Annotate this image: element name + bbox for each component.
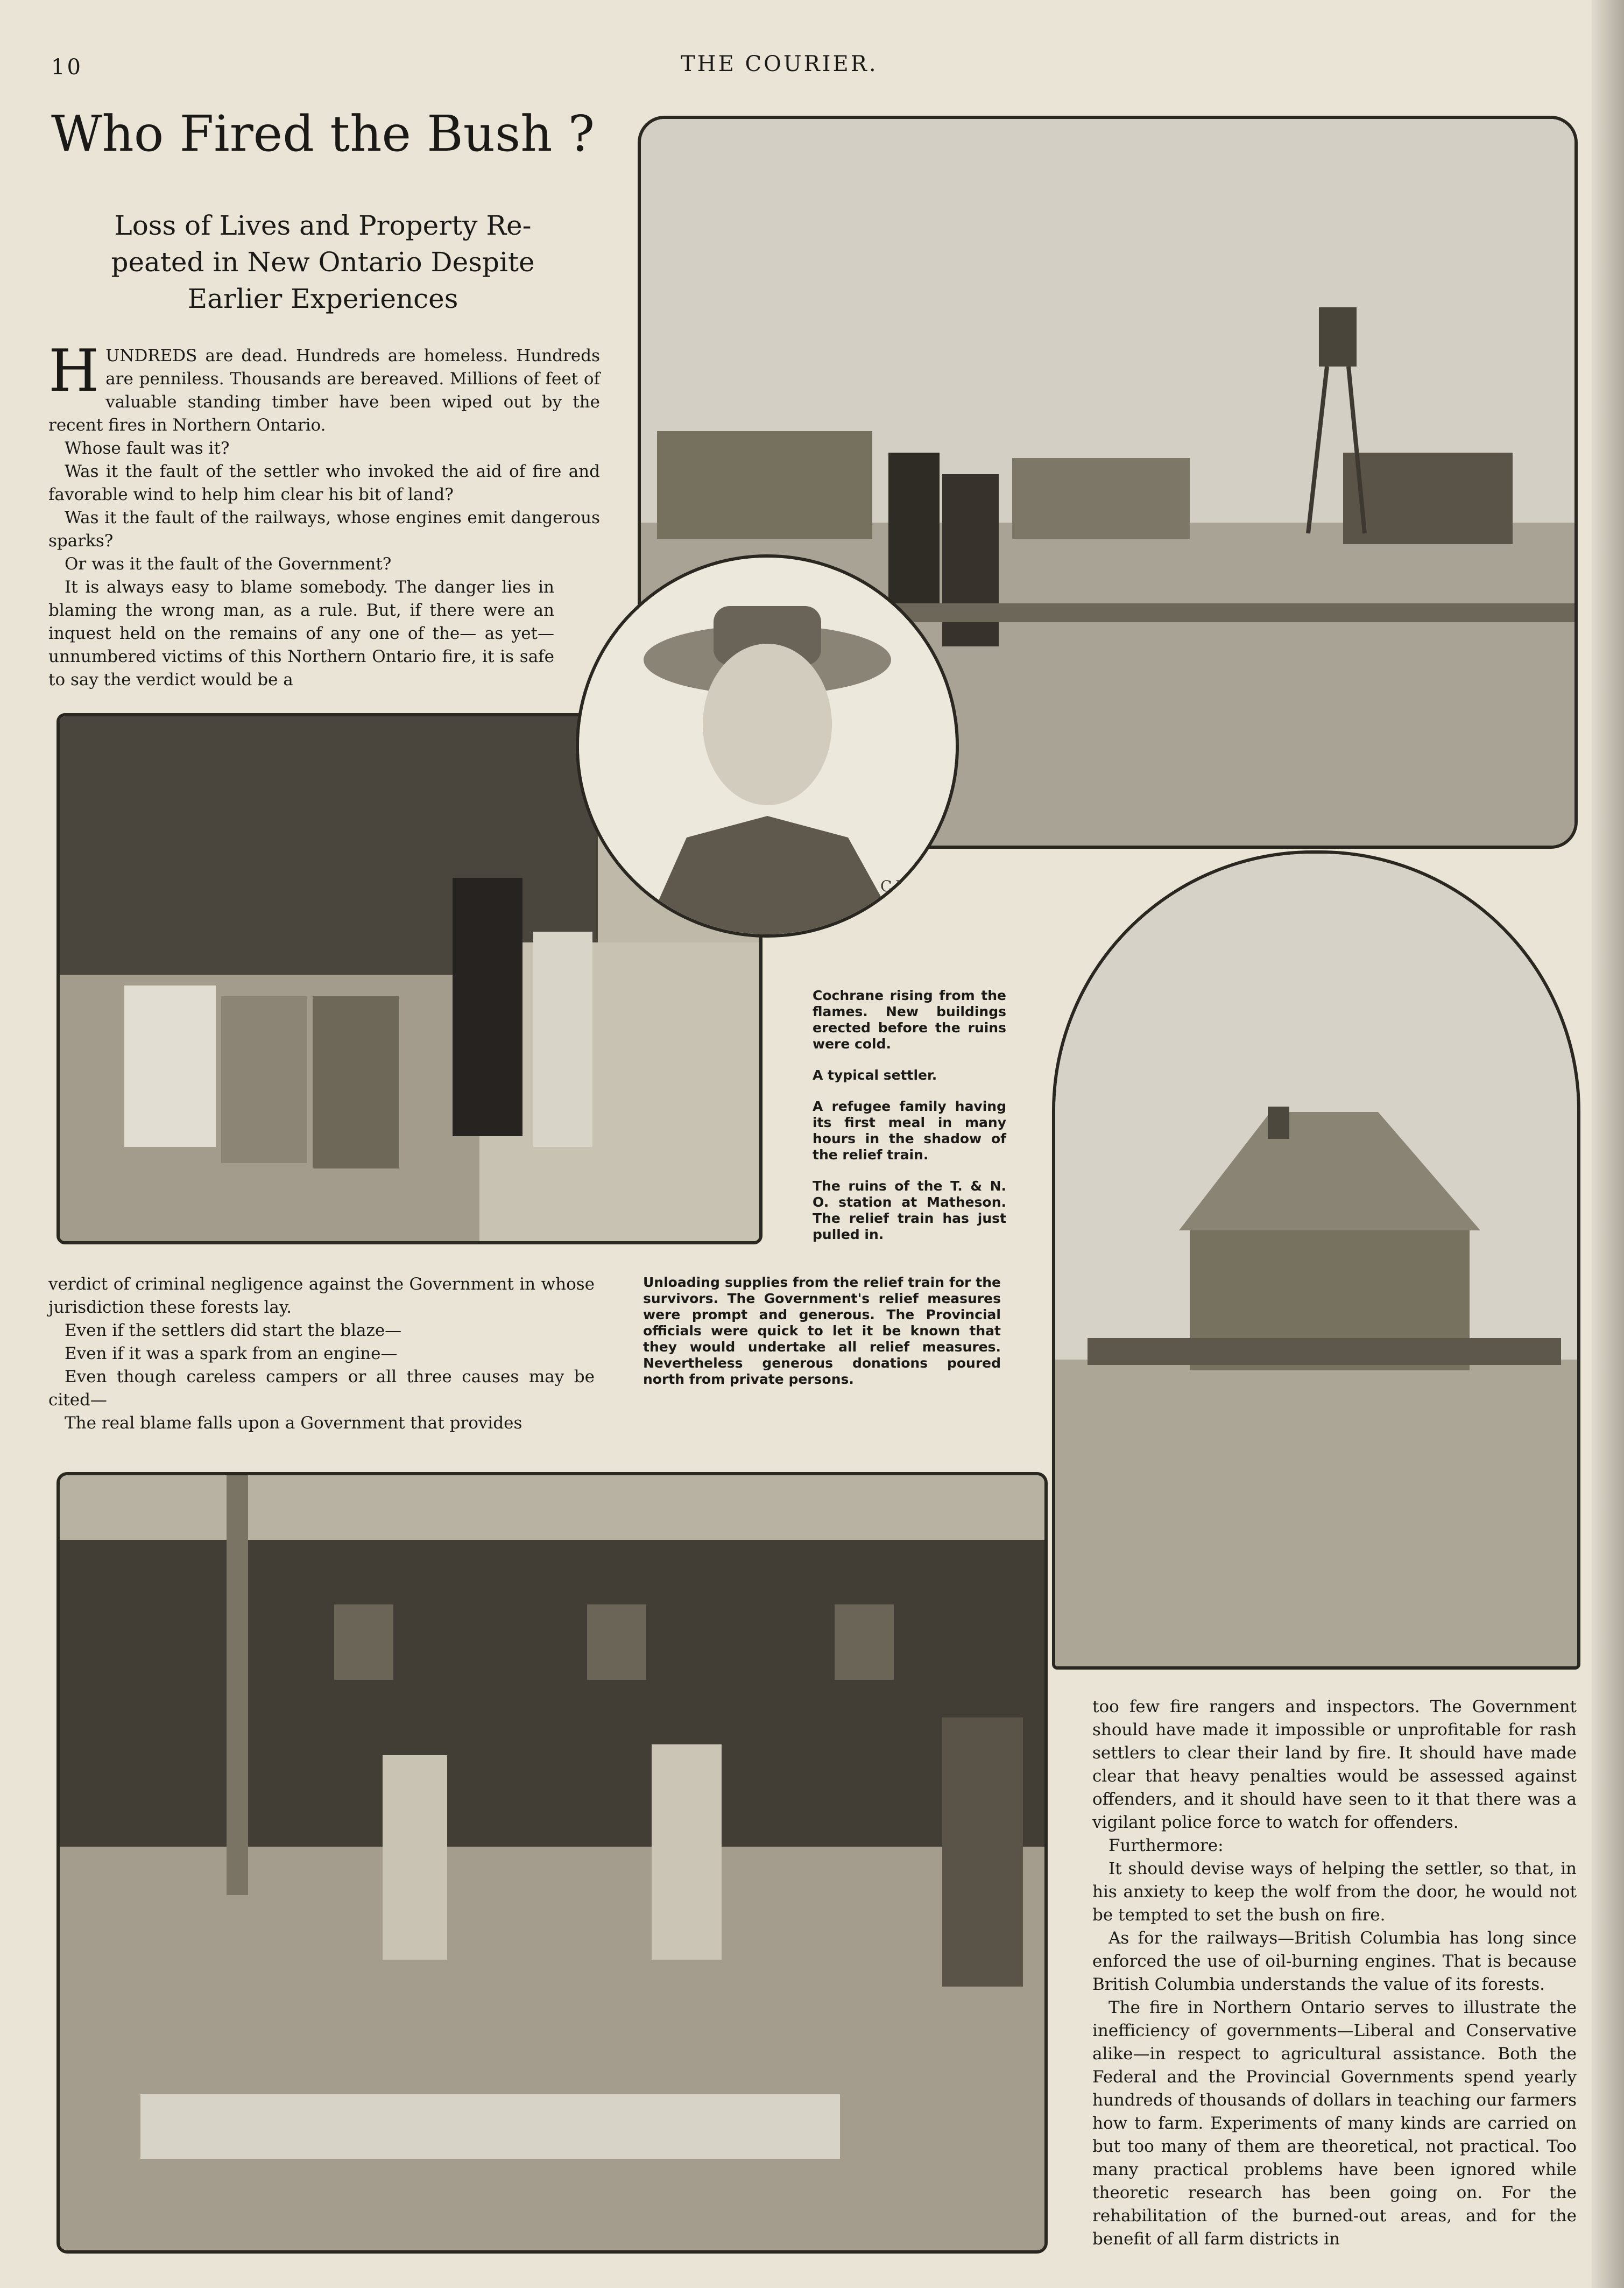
body-paragraph: Was it the fault of the settler who invoked the aid of fire and favorable wind to help him clear his bit of land? [48, 462, 600, 504]
body-paragraph: As for the railways—British Columbia has long since enforced the use of oil-burning engines. That is because British Columbia understands the value of its forests. [1092, 1928, 1577, 1994]
subtitle-line: Earlier Experiences [187, 283, 458, 314]
subtitle-line: Loss of Lives and Property Re- [114, 210, 532, 241]
body-paragraph: too few fire rangers and inspectors. The Government should have made it impossible or unprofitable for rash settlers to clear their land by fire. It should have made clear that heavy penalties would be assessed against offenders, and it should have seen to it that there was a vigilant police force to watch for offenders. [1092, 1697, 1577, 1832]
article-subtitle [54, 207, 592, 317]
body-paragraph: Whose fault was it? [65, 439, 230, 458]
body-paragraph: Even though careless campers or all three causes may be cited— [48, 1367, 595, 1410]
page-number: 10 [51, 55, 83, 80]
drop-cap: H [48, 337, 100, 405]
sketch-signature: C.W.J. [880, 877, 924, 895]
article-column-3 [1092, 1695, 1577, 2251]
body-paragraph: The real blame falls upon a Government that provides [65, 1413, 522, 1433]
photo-matheson-station [1052, 850, 1580, 1670]
body-paragraph: Even if it was a spark from an engine— [65, 1344, 398, 1363]
body-paragraph: verdict of criminal negligence against the Government in whose jurisdiction these forests lay. [48, 1275, 595, 1317]
caption-refugee-family: A refugee family having its first meal in many hours in the shadow of the relief train. [813, 1099, 1006, 1163]
sketch-typical-settler [576, 554, 959, 938]
photo-unloading-supplies [57, 1472, 1048, 2254]
caption-unloading-supplies [643, 1275, 1001, 1403]
caption-unloading-text: Unloading supplies from the relief train for the survivors. The Government's relief measures were prompt and generous. The Provincial officials were quick to let it be known that they would undertake all relief measures. Nevertheless generous donations poured north from private persons. [643, 1275, 1001, 1387]
photo-captions [813, 988, 1006, 1258]
page-edge-shadow [1592, 0, 1624, 2288]
subtitle-line: peated in New Ontario Despite [111, 247, 535, 278]
body-paragraph: Even if the settlers did start the blaze— [65, 1321, 402, 1340]
body-paragraph: Or was it the fault of the Government? [65, 554, 392, 574]
caption-settler: A typical settler. [813, 1067, 937, 1083]
publication-name: THE COURIER. [681, 52, 878, 76]
intro-paragraph [48, 337, 600, 437]
article-column-1 [48, 337, 600, 692]
intro-text: UNDREDS are dead. Hundreds are homeless. Hundreds are penniless. Thousands are bereaved. Millions of feet of valuable standing timber have been wiped out by the recent fires in Northern Ontario. [48, 346, 600, 435]
body-paragraph: The fire in Northern Ontario serves to illustrate the inefficiency of governments—Liberal and Conservative alike—in respect to agricultural assistance. Both the Federal and the Provincial Governments spend yearly hundreds of thousands of dollars in teaching our farmers how to farm. Experiments of many kinds are carried on but too many of them are theoretical, not practical. Too many practical problems have been ignored while theoretic research has been going on. For the rehabilitation of the burned-out areas, and for the benefit of all farm districts in [1092, 1998, 1577, 2249]
body-paragraph: Furthermore: [1108, 1836, 1224, 1855]
body-paragraph: Was it the fault of the railways, whose engines emit dangerous sparks? [48, 508, 600, 551]
article-title: Who Fired the Bush ? [51, 105, 595, 163]
article-column-2 [48, 1273, 595, 1435]
caption-matheson-station: The ruins of the T. & N. O. station at Matheson. The relief train has just pulled in. [813, 1178, 1006, 1242]
body-paragraph: It should devise ways of helping the settler, so that, in his anxiety to keep the wolf from the door, he would not be tempted to set the bush on fire. [1092, 1859, 1577, 1925]
caption-cochrane: Cochrane rising from the flames. New buildings erected before the ruins were cold. [813, 988, 1006, 1052]
body-paragraph: It is always easy to blame somebody. The danger lies in blaming the wrong man, as a rule. But, if there were an inquest held on the remains of any one of the— as yet—unnumbered victims of this Northern Ontario fire, it is safe to say the verdict would be a [48, 578, 554, 689]
